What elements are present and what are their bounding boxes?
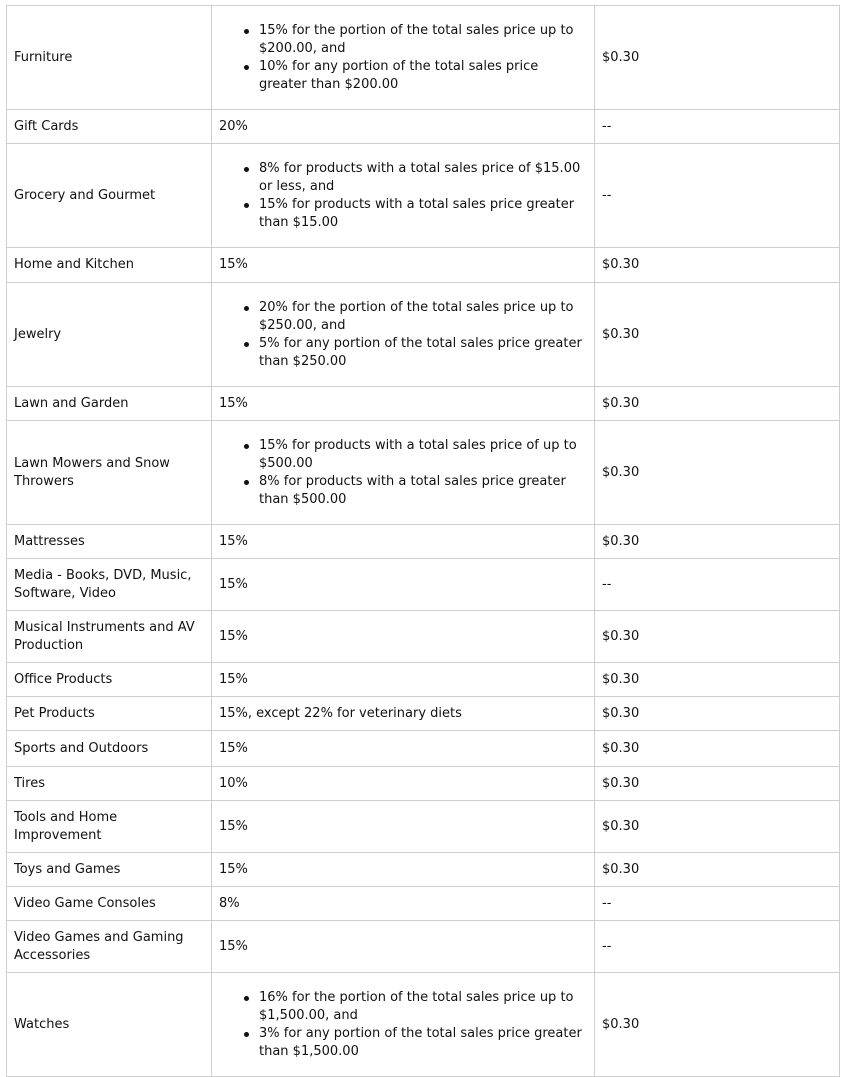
min-fee-cell: --: [602, 895, 612, 911]
min-fee-cell: --: [602, 118, 612, 134]
category-cell: Jewelry: [7, 283, 212, 386]
percentage-cell: [212, 144, 595, 247]
table-row: [6, 144, 840, 248]
category-cell: Home and Kitchen: [7, 248, 212, 282]
tier-item: 8% for products with a total sales price of $15.00 or less, and: [259, 160, 584, 196]
min-fee-cell: $0.30: [602, 628, 640, 644]
tier-item: 8% for products with a total sales price greater than $500.00: [259, 473, 584, 509]
tier-item: 16% for the portion of the total sales price up to $1,500.00, and: [259, 989, 584, 1025]
min-fee-cell: $0.30: [602, 740, 640, 756]
table-row: [6, 887, 840, 921]
min-fee-cell: $0.30: [602, 464, 640, 480]
category-cell: Musical Instruments and AV Production: [7, 611, 212, 662]
table-row: [6, 248, 840, 283]
percentage-cell: 15%: [212, 559, 595, 610]
percentage-cell: 20%: [212, 110, 595, 143]
category-cell: Tires: [7, 767, 212, 800]
table-row: [6, 110, 840, 144]
tier-item: 10% for any portion of the total sales price greater than $200.00: [259, 58, 584, 94]
category-cell: Lawn and Garden: [7, 387, 212, 420]
category-cell: Grocery and Gourmet: [7, 144, 212, 247]
category-cell: Office Products: [7, 663, 212, 696]
percentage-cell: 8%: [212, 887, 595, 920]
table-row: [6, 767, 840, 801]
min-fee-cell: --: [602, 938, 612, 954]
category-cell: Watches: [7, 973, 212, 1076]
tier-list: [219, 989, 594, 1061]
min-fee-cell: --: [602, 576, 612, 592]
min-fee-cell: $0.30: [602, 533, 640, 549]
percentage-cell: 15%, except 22% for veterinary diets: [212, 697, 595, 730]
table-row: [6, 663, 840, 697]
min-fee-cell: $0.30: [602, 257, 640, 272]
percentage-cell: 15%: [212, 731, 595, 766]
min-fee-cell: $0.30: [602, 818, 640, 834]
percentage-cell: 15%: [212, 921, 595, 972]
percentage-cell: [212, 6, 595, 109]
min-fee-cell: $0.30: [602, 1016, 640, 1032]
category-cell: Mattresses: [7, 525, 212, 558]
category-cell: Pet Products: [7, 697, 212, 730]
table-row: [6, 387, 840, 421]
table-row: [6, 731, 840, 767]
percentage-cell: 15%: [212, 387, 595, 420]
percentage-cell: [212, 283, 595, 386]
percentage-cell: 15%: [212, 611, 595, 662]
table-row: [6, 921, 840, 973]
min-fee-cell: --: [602, 187, 612, 203]
min-fee-cell: $0.30: [602, 326, 640, 342]
min-fee-cell: $0.30: [602, 775, 640, 791]
category-cell: Gift Cards: [7, 110, 212, 143]
percentage-cell: [212, 421, 595, 524]
min-fee-cell: $0.30: [602, 49, 640, 65]
category-cell: Media - Books, DVD, Music, Software, Video: [7, 559, 212, 610]
tier-list: [219, 299, 594, 371]
tier-list: [219, 160, 594, 232]
tier-item: 20% for the portion of the total sales price up to $250.00, and: [259, 299, 584, 335]
table-row: [6, 611, 840, 663]
tier-item: 15% for products with a total sales price greater than $15.00: [259, 196, 584, 232]
tier-item: 5% for any portion of the total sales price greater than $250.00: [259, 335, 584, 371]
min-fee-cell: $0.30: [602, 705, 640, 721]
percentage-cell: 15%: [212, 663, 595, 696]
percentage-cell: 15%: [212, 801, 595, 852]
category-cell: Sports and Outdoors: [7, 731, 212, 766]
tier-list: [219, 22, 594, 94]
table-row: [6, 421, 840, 525]
percentage-cell: 15%: [212, 853, 595, 886]
table-row: [6, 697, 840, 731]
referral-fee-table: [6, 5, 840, 1077]
category-cell: Furniture: [7, 6, 212, 109]
min-fee-cell: $0.30: [602, 861, 640, 877]
category-cell: Lawn Mowers and Snow Throwers: [7, 421, 212, 524]
min-fee-cell: $0.30: [602, 395, 640, 411]
category-cell: Tools and Home Improvement: [7, 801, 212, 852]
percentage-cell: 15%: [212, 248, 595, 282]
tier-item: 15% for products with a total sales price of up to $500.00: [259, 437, 584, 473]
tier-item: 15% for the portion of the total sales price up to $200.00, and: [259, 22, 584, 58]
category-cell: Toys and Games: [7, 853, 212, 886]
category-cell: Video Games and Gaming Accessories: [7, 921, 212, 972]
percentage-cell: 15%: [212, 525, 595, 558]
percentage-cell: [212, 973, 595, 1076]
category-cell: Video Game Consoles: [7, 887, 212, 920]
table-row: [6, 283, 840, 387]
min-fee-cell: $0.30: [602, 671, 640, 687]
percentage-cell: 10%: [212, 767, 595, 800]
table-row: [6, 5, 840, 110]
tier-list: [219, 437, 594, 509]
table-row: [6, 559, 840, 611]
tier-item: 3% for any portion of the total sales price greater than $1,500.00: [259, 1025, 584, 1061]
table-row: [6, 853, 840, 887]
table-row: [6, 973, 840, 1077]
table-row: [6, 801, 840, 853]
table-row: [6, 525, 840, 559]
